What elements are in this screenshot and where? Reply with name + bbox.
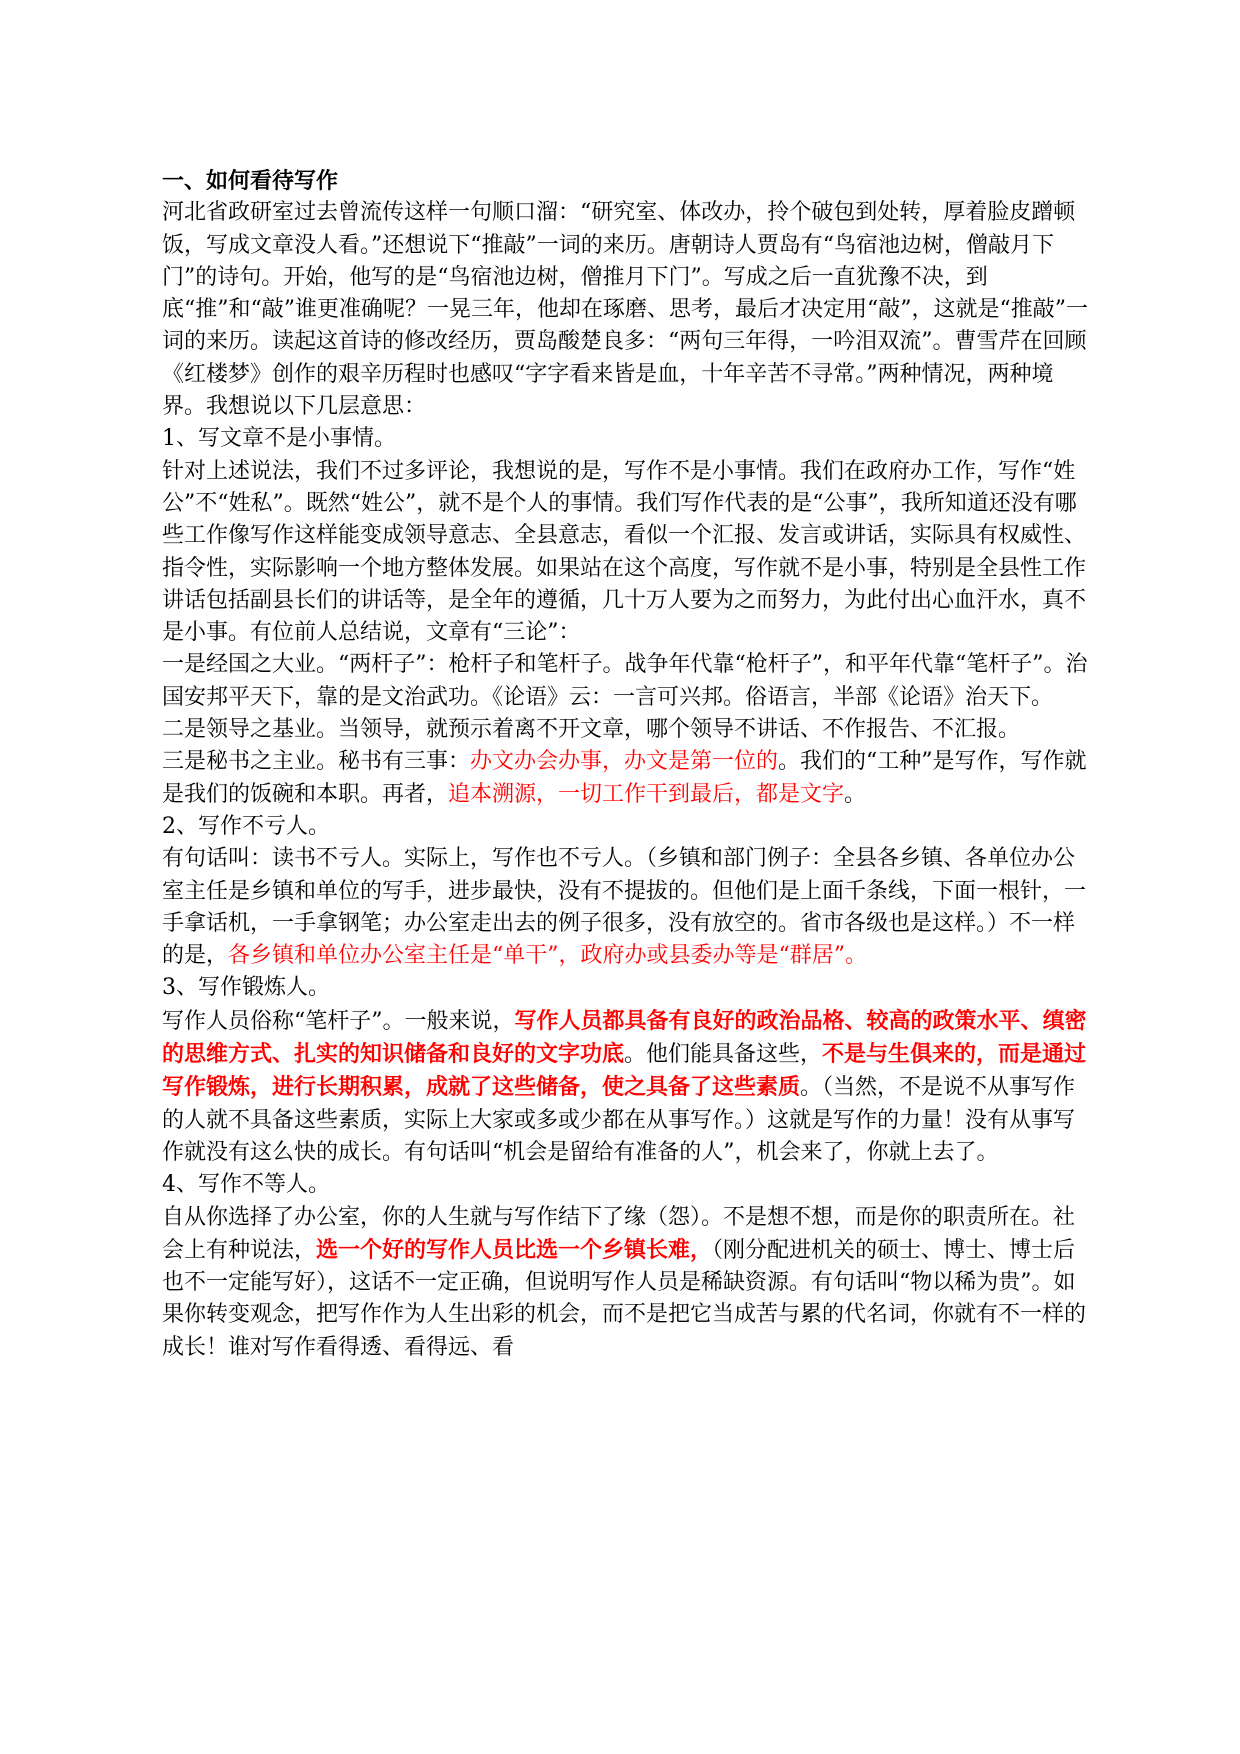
text-run: 。他们能具备这些， <box>624 1042 823 1068</box>
subsection-body-2 <box>162 843 1092 972</box>
subsection-title-1: 1、写文章不是小事情。 <box>162 426 396 452</box>
text-run: 。我们的“工种”是写作，写作就是我们的饭碗和本职。再者， <box>162 749 1087 807</box>
subsection-body-4 <box>162 1202 1092 1364</box>
highlight-bold-text: 不是与生俱来的，而是通过写作锻炼，进行长期积累，成就了这些储备，使之具备了这些素质 <box>162 1041 1087 1101</box>
list-item-3 <box>162 746 1092 811</box>
text-run: （刚分配进机关的硕士、博士、博士后也不一定能写好），这话不一定正确，但说明写作人员是稀缺资源。有句话叫“物以稀为贵”。如果你转变观念，把写作作为人生出彩的机会，而不是把它当成苦与累的代名词，你就有不一样的成长！谁对写作看得透、看得远、看 <box>162 1237 1087 1360</box>
list-item-1: 一是经国之大业。“两杆子”：枪杆子和笔杆子。战争年代靠“枪杆子”，和平年代靠“笔杆子”。治国安邦平天下，靠的是文治武功。《论语》云：一言可兴邦。俗语言，半部《论语》治天下。 <box>162 652 1088 710</box>
highlight-text: 追本溯源，一切工作干到最后，都是文字 <box>448 781 845 807</box>
subsection-title-4: 4、写作不等人。 <box>162 1172 330 1198</box>
subsection-body-3 <box>162 1005 1092 1169</box>
section-heading: 一、如何看待写作 <box>162 168 339 194</box>
text-run: 。 <box>844 781 867 807</box>
intro-paragraph: 河北省政研室过去曾流传这样一句顺口溜：“研究室、体改办，拎个破包到处转，厚着脸皮蹭顿饭，写成文章没人看。”还想说下“推敲”一词的来历。唐朝诗人贾岛有“鸟宿池边树，僧敲月下门”的诗句。开始，他写的是“鸟宿池边树，僧推月下门”。写成之后一直犹豫不决，到底“推”和“敲”谁更准确呢？一晃三年，他却在琢磨、思考，最后才决定用“敲”，这就是“推敲”一词的来历。读起这首诗的修改经历，贾岛酸楚良多：“两句三年得，一吟泪双流”。曹雪芹在回顾《红楼梦》创作的艰辛历程时也感叹“字字看来皆是血，十年辛苦不寻常。”两种情况，两种境界。我想说以下几层意思： <box>162 200 1088 420</box>
text-run: 三是秘书之主业。秘书有三事： <box>162 749 471 775</box>
subsection-title-3: 3、写作锻炼人。 <box>162 975 330 1001</box>
text-run: 写作人员俗称“笔杆子”。一般来说， <box>162 1008 515 1034</box>
highlight-text: 各乡镇和单位办公室主任是“单干”，政府办或县委办等是“群居”。 <box>228 943 868 969</box>
subsection-body-1: 针对上述说法，我们不过多评论，我想说的是，写作不是小事情。我们在政府办工作，写作“姓公”不“姓私”。既然“姓公”，就不是个人的事情。我们写作代表的是“公事”，我所知道还没有哪些工作像写作这样能变成领导意志、全县意志，看似一个汇报、发言或讲话，实际具有权威性、指令性，实际影响一个地方整体发展。如果站在这个高度，写作就不是小事，特别是全县性工作讲话包括副县长们的讲话等，是全年的遵循，几十万人要为之而努力，为此付出心血汗水，真不是小事。有位前人总结说，文章有“三论”： <box>162 458 1087 646</box>
subsection-title-2: 2、写作不亏人。 <box>162 813 330 839</box>
text-run: 有句话叫：读书不亏人。实际上，写作也不亏人。（乡镇和部门例子：全县各乡镇、各单位办公室主任是乡镇和单位的写手，进步最快，没有不提拔的。但他们是上面千条线，下面一根针，一手拿话机，一手拿钢笔；办公室走出去的例子很多，没有放空的。省市各级也是这样。）不一样的是， <box>162 846 1087 969</box>
text-run: 自从你选择了办公室，你的人生就与写作结下了缘（怨）。不是想不想，而是你的职责所在。社会上有种说法， <box>162 1204 1076 1263</box>
highlight-text: 办文办会办事，办文是第一位的 <box>470 749 779 775</box>
document-page <box>162 165 1092 1364</box>
text-run: 。（当然，不是说不从事写作的人就不具备这些素质，实际上大家或多或少都在从事写作。）这就是写作的力量！没有从事写作就没有这么快的成长。有句话叫“机会是留给有准备的人”，机会来了，你就上去了。 <box>162 1075 1076 1165</box>
list-item-2: 二是领导之基业。当领导，就预示着离不开文章，哪个领导不讲话、不作报告、不汇报。 <box>162 717 1021 743</box>
highlight-bold-text: 选一个好的写作人员比选一个乡镇长难， <box>316 1236 713 1263</box>
highlight-bold-text: 写作人员都具备有良好的政治品格、较高的政策水平、缜密的思维方式、扎实的知识储备和良好的文字功底 <box>162 1007 1087 1068</box>
